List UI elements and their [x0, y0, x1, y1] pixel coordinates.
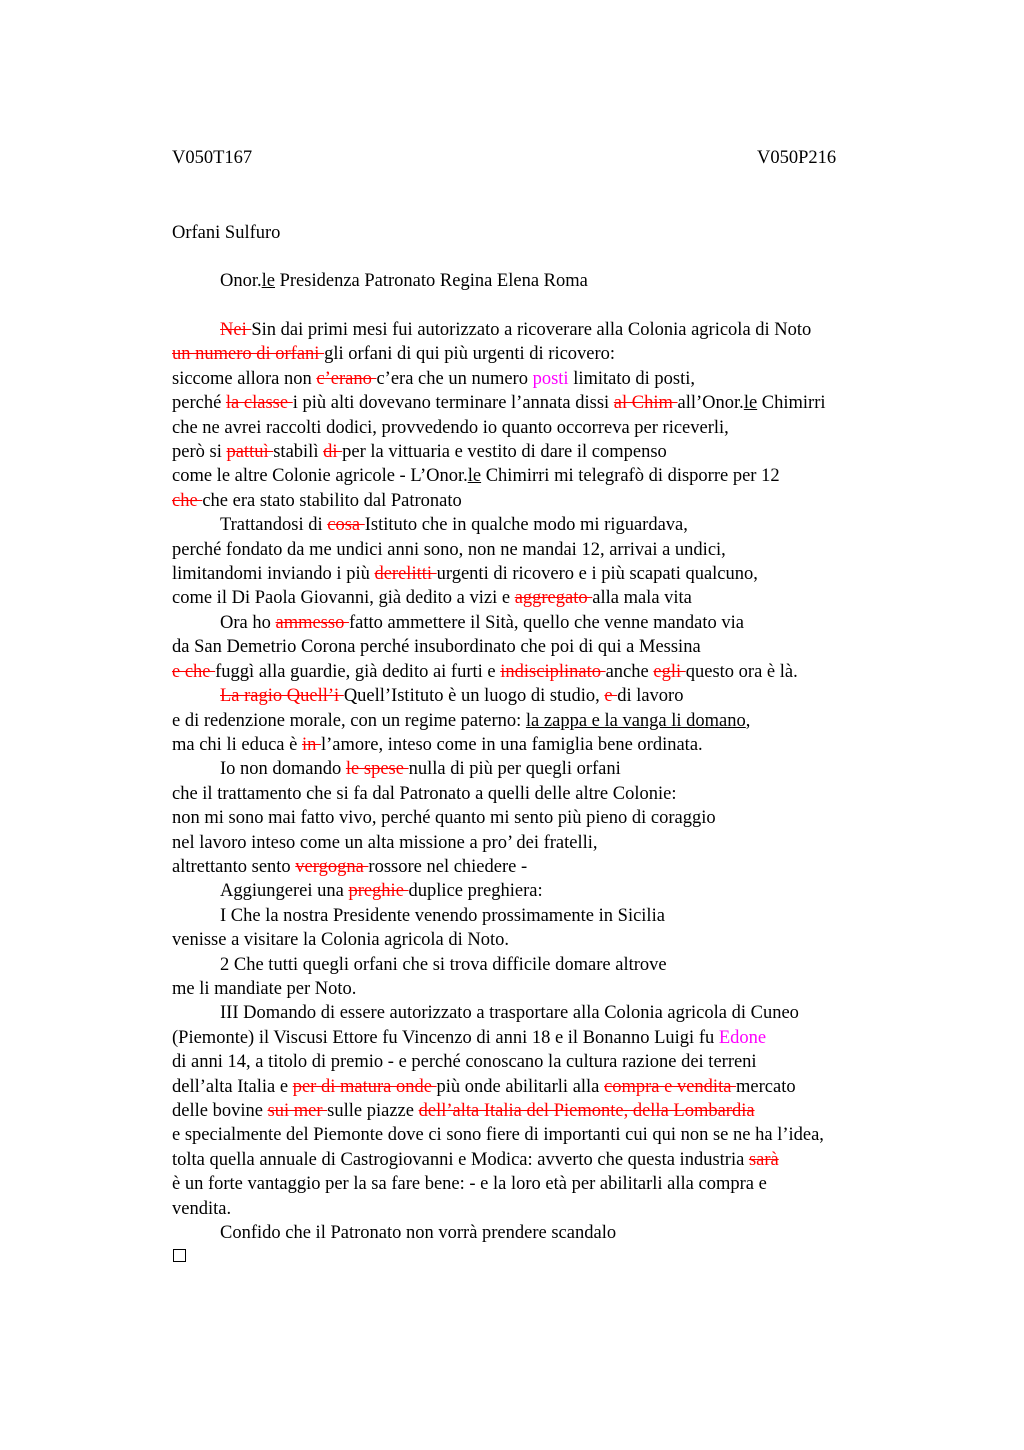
text-segment: siccome allora non: [172, 368, 317, 389]
text-segment: che era stato stabilito dal Patronato: [202, 490, 462, 511]
body-line: [172, 1221, 972, 1245]
text-segment: Quell’Istituto è un luogo di studio,: [343, 686, 605, 707]
highlighted-word: posti: [532, 368, 569, 389]
body-line: [172, 342, 972, 366]
text-segment: gli orfani di qui più urgenti di ricovero:: [324, 344, 616, 365]
text-segment: alla mala vita: [592, 588, 692, 609]
struck-text: la classe: [225, 393, 293, 414]
struck-text: per di matura onde: [292, 1076, 437, 1097]
text-segment: urgenti di ricovero e i più scapati qualcuno,: [436, 564, 758, 585]
text-segment: Chimirri: [757, 393, 826, 414]
body-line: [172, 1050, 972, 1074]
struck-text: indisciplinato: [500, 661, 606, 682]
body-line: [172, 709, 972, 733]
body-line: [172, 1099, 972, 1123]
text-segment: Istituto che in qualche modo mi riguardava,: [364, 515, 688, 536]
body-line: [172, 562, 972, 586]
struck-text: in: [301, 734, 321, 755]
addressee-line: [220, 269, 588, 293]
text-segment: nulla di più per quegli orfani: [408, 759, 621, 780]
struck-text: dell’alta Italia del Piemonte, della Lombardia: [418, 1101, 755, 1121]
body-line: [172, 806, 972, 830]
struck-text: c’erano: [316, 368, 377, 389]
text-segment: più onde abilitarli alla: [436, 1076, 605, 1097]
body-line: [172, 1148, 972, 1172]
body-line: [172, 367, 972, 391]
body-line: [172, 879, 972, 903]
struck-text: pattuì: [226, 442, 274, 463]
text-segment: per la vittuaria e vestito di dare il compenso: [342, 442, 667, 463]
struck-text: le spese: [345, 759, 409, 780]
text-segment: e specialmente del Piemonte dove ci sono fiere di importanti cui qui non se ne ha l’idea,: [172, 1125, 824, 1146]
text-segment: fuggì alla guardie, già dedito ai furti e: [215, 661, 501, 682]
body-line: [172, 977, 972, 1001]
text-segment: 2 Che tutti quegli orfani che si trova difficile domare altrove: [220, 954, 667, 975]
text-segment: Trattandosi di: [220, 515, 328, 536]
text-segment: (Piemonte) il Viscusi Ettore fu Vincenzo di anni 18 e il Bonanno Luigi fu: [172, 1027, 719, 1048]
text-segment: Io non domando: [220, 759, 346, 780]
text-segment: però si: [172, 442, 227, 463]
struck-text: egli: [653, 661, 686, 682]
addressee-superscript-abbrev: le: [261, 271, 275, 291]
body-line: [172, 1123, 972, 1147]
struck-text: un numero di orfani: [172, 344, 325, 365]
text-segment: delle bovine: [172, 1101, 268, 1121]
text-segment: anche: [605, 661, 654, 682]
body-line: [172, 586, 972, 610]
text-segment: limitandomi inviando i più: [172, 564, 375, 585]
text-segment: Chimirri mi telegrafò di disporre per 12: [481, 466, 780, 487]
body-line: [172, 733, 972, 757]
text-segment: e di redenzione morale, con un regime paterno:: [172, 710, 526, 731]
underlined-text: le: [743, 393, 758, 414]
text-segment: mercato: [736, 1076, 796, 1097]
struck-text: al Chim: [613, 393, 678, 414]
body-line: [172, 831, 972, 855]
body-line: [172, 440, 972, 464]
text-segment: I Che la nostra Presidente venendo prossimamente in Sicilia: [220, 905, 665, 926]
body-line: [172, 660, 972, 684]
text-segment: perché fondato da me undici anni sono, non ne mandai 12, arrivai a undici,: [172, 539, 726, 560]
body-line: [172, 1172, 972, 1196]
text-segment: me li mandiate per Noto.: [172, 978, 357, 999]
addressee-rest: Presidenza Patronato Regina Elena Roma: [274, 271, 588, 291]
text-segment: ma chi li educa è: [172, 734, 302, 755]
body-line: [172, 757, 972, 781]
text-segment: è un forte vantaggio per la sa fare bene: - e la loro età per abilitarli alla compra e: [172, 1174, 767, 1195]
body-line: [172, 855, 972, 879]
body-line: [172, 684, 972, 708]
body-line: [172, 782, 972, 806]
struck-text: preghie: [348, 881, 409, 902]
struck-text: La ragio Quell’i: [220, 686, 344, 707]
text-segment: i più alti dovevano terminare l’annata dissi: [292, 393, 614, 414]
text-segment: vendita.: [172, 1198, 232, 1219]
struck-text: che: [172, 490, 203, 511]
letter-body: [172, 318, 972, 1245]
struck-text: ammesso: [275, 612, 349, 633]
body-line: [172, 928, 972, 952]
text-segment: venisse a visitare la Colonia agricola di Noto.: [172, 930, 510, 951]
body-line: [172, 635, 972, 659]
text-segment: all’Onor.: [677, 393, 744, 414]
text-segment: che ne avrei raccolti dodici, provvedendo io quanto occorreva per riceverli,: [172, 417, 729, 438]
document-code-left: V050T167: [172, 148, 253, 168]
text-segment: che il trattamento che si fa dal Patronato a quelli delle altre Colonie:: [172, 783, 677, 804]
struck-text: sarà: [748, 1149, 779, 1170]
text-segment: come il Di Paola Giovanni, già dedito a vizi e: [172, 588, 515, 609]
document-title: Orfani Sulfuro: [172, 223, 281, 243]
body-line: [172, 1075, 972, 1099]
text-segment: dell’alta Italia e: [172, 1076, 293, 1097]
text-segment: di lavoro: [617, 686, 684, 707]
body-line: [172, 1001, 972, 1025]
text-segment: altrettanto sento: [172, 856, 296, 877]
body-line: [172, 318, 972, 342]
text-segment: non mi sono mai fatto vivo, perché quanto mi sento più pieno di coraggio: [172, 808, 716, 829]
text-segment: Ora ho: [220, 612, 276, 633]
highlighted-word: Edone: [718, 1027, 767, 1048]
struck-text: vergogna: [295, 856, 369, 877]
text-segment: di anni 14, a titolo di premio - e perché conoscano la cultura razione dei terreni: [172, 1052, 757, 1073]
text-segment: Sin dai primi mesi fui autorizzato a ricoverare alla Colonia agricola di Noto: [251, 320, 812, 340]
body-line: [172, 489, 972, 513]
text-segment: perché: [172, 393, 226, 414]
struck-text: aggregato: [514, 588, 593, 609]
text-segment: Confido che il Patronato non vorrà prendere scandalo: [220, 1223, 617, 1244]
text-segment: da San Demetrio Corona perché insubordinato che poi di qui a Messina: [172, 637, 701, 658]
body-line: [172, 611, 972, 635]
text-segment: III Domando di essere autorizzato a trasportare alla Colonia agricola di Cuneo: [220, 1003, 799, 1024]
text-segment: duplice preghiera:: [408, 881, 543, 902]
struck-text: e che: [172, 661, 216, 682]
body-line: [172, 538, 972, 562]
document-code-right: V050P216: [757, 148, 837, 168]
text-segment: l’amore, inteso come in una famiglia bene ordinata.: [320, 734, 703, 755]
body-line: [172, 416, 972, 440]
body-line: [172, 953, 972, 977]
text-segment: sulle piazze: [327, 1101, 419, 1121]
struck-text: derelitti: [374, 564, 437, 585]
text-segment: limitato di posti,: [568, 368, 695, 389]
body-line: [172, 391, 972, 415]
text-segment: ,: [745, 710, 751, 731]
text-segment: fatto ammettere il Sità, quello che venne mandato via: [348, 612, 745, 633]
struck-text: sui mer: [267, 1101, 328, 1121]
body-line: [172, 464, 972, 488]
struck-text: Nei: [220, 320, 252, 340]
underlined-text: la zappa e la vanga li domano: [525, 710, 746, 731]
body-line: [172, 513, 972, 537]
underlined-text: le: [467, 466, 482, 487]
text-segment: c’era che un numero: [376, 368, 533, 389]
struck-text: e: [604, 686, 618, 707]
body-line: [172, 1197, 972, 1221]
body-line: [172, 904, 972, 928]
text-segment: rossore nel chiedere -: [368, 856, 528, 877]
text-segment: Aggiungerei una: [220, 881, 349, 902]
struck-text: di: [323, 442, 343, 463]
body-line: [172, 1026, 972, 1050]
text-segment: nel lavoro inteso come un alta missione a pro’ dei fratelli,: [172, 832, 598, 853]
text-segment: stabilì: [273, 442, 324, 463]
addressee-prefix: Onor.: [220, 271, 262, 291]
struck-text: compra e vendita: [604, 1076, 737, 1097]
struck-text: cosa: [327, 515, 365, 536]
text-segment: come le altre Colonie agricole - L’Onor.: [172, 466, 468, 487]
text-segment: tolta quella annuale di Castrogiovanni e Modica: avverto che questa industria: [172, 1149, 749, 1170]
checkbox-square[interactable]: [173, 1249, 186, 1262]
text-segment: questo ora è là.: [685, 661, 798, 682]
